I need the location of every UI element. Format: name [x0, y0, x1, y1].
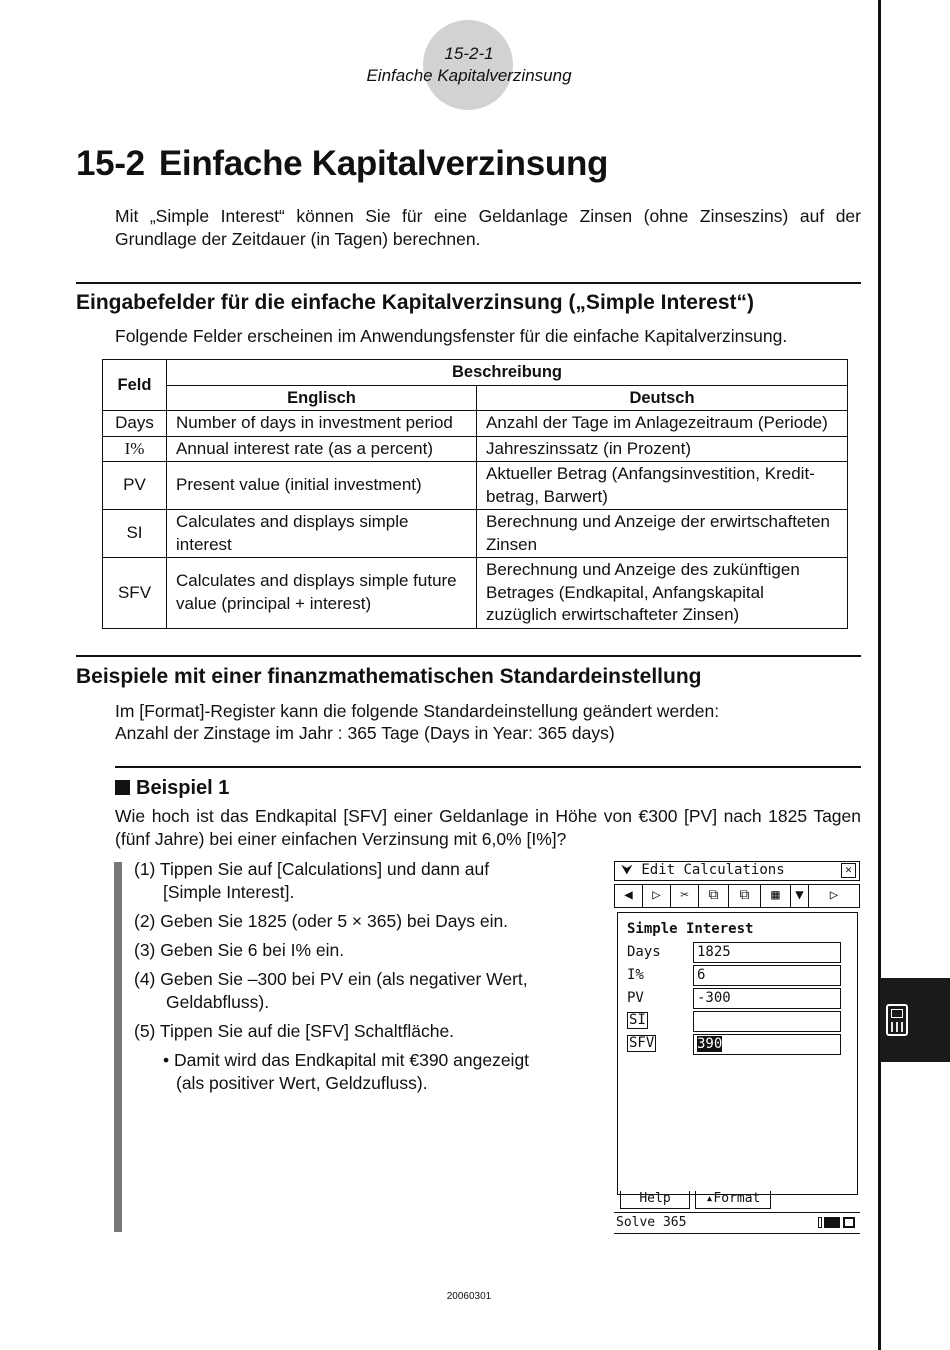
battery-icon: [818, 1217, 856, 1228]
result-bullet: • Damit wird das Endkapital mit €390 angezeigt: [163, 1050, 530, 1070]
calc-heading: Simple Interest: [627, 921, 754, 937]
examples-line-1: Im [Format]-Register kann die folgende Standardeinstellung geändert werden:: [115, 701, 720, 721]
table-header-field: Feld: [103, 360, 167, 411]
footer-code: 20060301: [446, 1291, 492, 1302]
dropdown-icon[interactable]: ▼: [791, 885, 809, 907]
header-circle: [423, 20, 513, 110]
chapter-tab: [880, 978, 950, 1062]
cell-german: Berechnung und Anzeige der erwirtschafteten Zinsen: [477, 510, 848, 558]
table-row: [103, 510, 848, 558]
cell-field: Days: [103, 411, 167, 437]
table-row: [103, 558, 848, 629]
step-2: (2) Geben Sie 1825 (oder 5 × 365) bei Days ein.: [134, 911, 509, 931]
label-pv: PV: [627, 990, 644, 1006]
fields-heading: Eingabefelder für die einfache Kapitalverzinsung („Simple Interest“): [76, 291, 754, 314]
table-row: [103, 462, 848, 510]
tab-format[interactable]: ▴Format: [695, 1191, 771, 1209]
cell-german: Jahreszinssatz (in Prozent): [477, 436, 848, 462]
intro-paragraph: Mit „Simple Interest“ können Sie für eine Geldanlage Zinsen (ohne Zinseszins) auf der Grundlage der Zeitdauer (in Tagen) berechnen.: [115, 206, 861, 249]
divider: [76, 282, 861, 284]
running-title: Einfache Kapitalverzinsung: [366, 66, 572, 85]
examples-line-2: Anzahl der Zinstage im Jahr : 365 Tage (Days in Year: 365 days): [115, 723, 615, 743]
back-icon[interactable]: ◀: [615, 885, 643, 907]
status-text: Solve 365: [616, 1215, 687, 1230]
margin-rule: [878, 0, 881, 1350]
sfv-field[interactable]: [693, 1034, 841, 1055]
table-header-english: Englisch: [167, 385, 477, 411]
menu-title: Edit Calculations: [641, 862, 785, 878]
cut-icon[interactable]: ✂: [671, 885, 699, 907]
cell-english: Calculates and displays simple future value (principal + interest): [167, 558, 477, 629]
cell-german: Aktueller Betrag (Anfangsinvestition, Kredit-betrag, Barwert): [477, 462, 848, 510]
forward-icon[interactable]: ▷: [643, 885, 671, 907]
calc-window: [617, 912, 858, 1195]
days-field[interactable]: 1825: [693, 942, 841, 963]
cell-field: SI: [103, 510, 167, 558]
cell-field: SFV: [103, 558, 167, 629]
interest-field[interactable]: 6: [693, 965, 841, 986]
calculator-screenshot: [614, 860, 860, 1236]
sfv-value: 390: [697, 1036, 723, 1052]
step-1: (1) Tippen Sie auf [Calculations] und dann auf: [134, 859, 490, 879]
paste-icon[interactable]: ⧉: [729, 885, 761, 907]
example-question: Wie hoch ist das Endkapital [SFV] einer Geldanlage in Höhe von €300 [PV] nach 1825 Tagen (fünf Jahre) bei einer einfachen Verzinsung mit 6,0% [I%]?: [115, 806, 861, 849]
divider: [76, 655, 861, 657]
step-4: (4) Geben Sie –300 bei PV ein (als negativer Wert,: [134, 969, 528, 989]
step-4-cont: Geldabfluss).: [166, 992, 270, 1012]
table-row: [103, 411, 848, 437]
page-number: 15-2-1: [444, 44, 494, 63]
table-row: [103, 436, 848, 462]
cell-field: I%: [103, 436, 167, 462]
calc-toolbar: [614, 884, 860, 908]
si-button[interactable]: SI: [629, 1012, 646, 1028]
page-title: 15-2 Einfache Kapitalverzinsung: [76, 144, 609, 183]
pv-field[interactable]: -300: [693, 988, 841, 1009]
example-heading: Beispiel 1: [115, 777, 229, 800]
copy-icon[interactable]: ⧉: [699, 885, 729, 907]
cell-english: Calculates and displays simple interest: [167, 510, 477, 558]
examples-heading: Beispiele mit einer finanzmathematischen Standardeinstellung: [76, 665, 702, 688]
table-header-description: Beschreibung: [167, 360, 848, 386]
label-days: Days: [627, 944, 661, 960]
sfv-button[interactable]: SFV: [629, 1035, 655, 1051]
cell-english: Number of days in investment period: [167, 411, 477, 437]
calc-menu-bar[interactable]: [614, 861, 860, 881]
menu-icon: ⮟: [621, 862, 633, 878]
cell-german: Anzahl der Tage im Anlagezeitraum (Periode): [477, 411, 848, 437]
step-5: (5) Tippen Sie auf die [SFV] Schaltfläche.: [134, 1021, 455, 1041]
fields-table: [102, 359, 848, 629]
step-3: (3) Geben Sie 6 bei I% ein.: [134, 940, 345, 960]
calc-status-bar: [614, 1212, 860, 1234]
square-bullet-icon: [115, 780, 130, 795]
close-icon[interactable]: ✕: [841, 863, 856, 878]
calculator-icon: [886, 1004, 908, 1036]
scroll-right-icon[interactable]: ▷: [829, 887, 839, 903]
table-header-german: Deutsch: [477, 385, 848, 411]
tab-help[interactable]: Help: [620, 1191, 690, 1209]
result-bullet-cont: (als positiver Wert, Geldzufluss).: [176, 1073, 428, 1093]
fields-intro: Folgende Felder erscheinen im Anwendungsfenster für die einfache Kapitalverzinsung.: [115, 326, 788, 346]
cell-field: PV: [103, 462, 167, 510]
step-bar: [114, 862, 122, 1232]
cell-english: Present value (initial investment): [167, 462, 477, 510]
divider: [115, 766, 861, 768]
si-field[interactable]: [693, 1011, 841, 1032]
cell-german: Berechnung und Anzeige des zukünftigen Betrages (Endkapital, Anfangskapital zuzüglich erwirtschafteter Zinsen): [477, 558, 848, 629]
step-1-cont: [Simple Interest].: [163, 882, 295, 902]
cell-english: Annual interest rate (as a percent): [167, 436, 477, 462]
label-interest: I%: [627, 967, 644, 983]
calc-tabs: [617, 1191, 858, 1209]
keyboard-icon[interactable]: ▦: [761, 885, 791, 907]
